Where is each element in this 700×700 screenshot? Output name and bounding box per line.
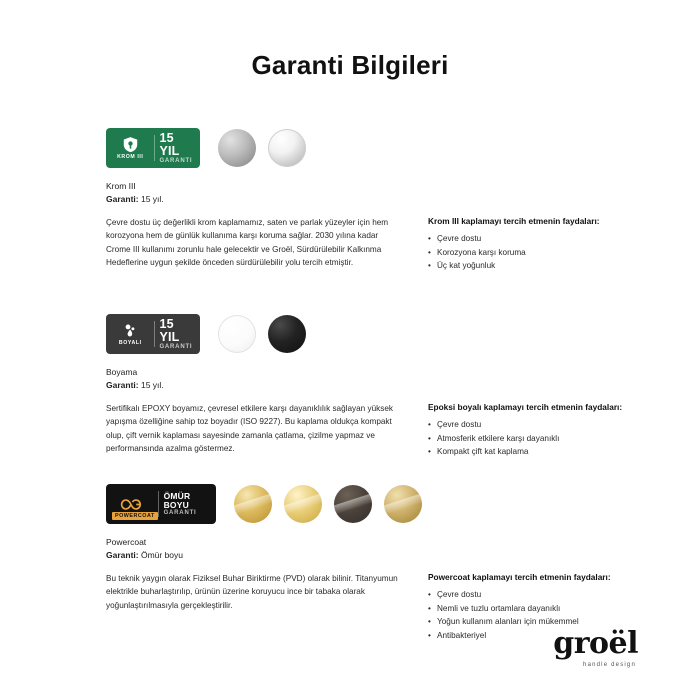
paint-drops-icon: [122, 322, 139, 339]
item-warranty-value: 15 yıl.: [140, 194, 164, 205]
item-warranty-value: 15 yıl.: [140, 380, 164, 391]
list-item: • Nemli ve tuzlu ortamlara dayanıklı: [428, 602, 636, 616]
badge-right: [164, 492, 210, 516]
list-item: • Çevre dostu: [428, 232, 636, 246]
badge-divider: [154, 321, 155, 347]
list-item: • Yoğun kullanım alanları için mükemmel: [428, 615, 636, 629]
polished-gold-pvd-swatch: [284, 485, 322, 523]
item-warranty-prefix: Garanti:: [106, 194, 139, 205]
swatch-highlight: [384, 494, 423, 514]
item-warranty: [106, 380, 636, 390]
benefits-title: Krom III kaplamayı tercih etmenin faydaları:: [428, 216, 600, 227]
satin-chrome-swatch: [218, 129, 256, 167]
swatch-highlight: [284, 494, 323, 514]
white-paint-swatch: [218, 315, 256, 353]
section-powercoat: [106, 482, 636, 642]
item-warranty: [106, 550, 636, 560]
description-text: Bu teknik yaygın olarak Fiziksel Buhar Biriktirme (PVD) olarak bilinir. Titanyumun elektrikle buharlaştırılıp, ürünün üzerine koruyucu ince bir tabaka olarak yoğunlaştırılmasıyla gerçekleştirilir.: [106, 574, 398, 610]
black-paint-swatch: [268, 315, 306, 353]
swatch-highlight: [234, 494, 273, 514]
badge-right: [159, 132, 194, 164]
list-item: • Çevre dostu: [428, 588, 636, 602]
badge-years: 15 YIL: [159, 317, 180, 344]
description-text: Sertifikalı EPOXY boyamız, çevresel etkilere karşı dayanıklılık sağlayan yüksek yapışma özelliğine sahip toz boyadır (ISO 9227). Bu kaplama oldukça kompakt olup, çift vernik kaplaması sayesinde zamanla çatlama, çizilme yapmaz ve performansında azalma göstermez.: [106, 404, 393, 453]
swatch-group: [218, 315, 306, 353]
badge-right: [159, 318, 194, 350]
badge-left: [112, 497, 155, 519]
item-warranty: [106, 194, 636, 204]
warranty-badge-krom-iii: [106, 128, 200, 168]
badge-sub-label: BOYALI: [118, 339, 142, 346]
badge-left: [112, 136, 149, 160]
gold-pvd-swatch: [234, 485, 272, 523]
brand-logo: [553, 626, 638, 668]
list-item: • Çevre dostu: [428, 418, 636, 432]
badge-years: ÖMÜR BOYU: [163, 491, 191, 510]
list-item: • Atmosferik etkilere karşı dayanıklı: [428, 432, 636, 446]
benefits-block: [398, 402, 636, 459]
item-warranty-value: Ömür boyu: [140, 550, 184, 561]
list-item: • Antibakteriyel: [428, 629, 636, 643]
list-item: • Korozyona karşı koruma: [428, 246, 636, 260]
logo-tagline: handle design: [583, 662, 636, 668]
item-name: Boyama: [106, 367, 138, 377]
page-title: Garanti Bilgileri: [251, 50, 449, 80]
benefits-title: Epoksi boyalı kaplamayı tercih etmenin faydaları:: [428, 402, 623, 413]
shield-krom-icon: [122, 136, 139, 153]
section-krom-iii: [106, 126, 636, 273]
bronze-pvd-swatch: [334, 485, 372, 523]
badge-sub-label: KROM III: [117, 153, 144, 160]
item-name: Krom III: [106, 181, 136, 191]
item-warranty-prefix: Garanti:: [106, 550, 139, 561]
badge-left: [112, 322, 149, 346]
badge-row: [106, 312, 636, 356]
badge-warranty-label: GARANTI: [159, 344, 193, 350]
badge-row: [106, 482, 636, 526]
list-item: • Üç kat yoğunluk: [428, 259, 636, 273]
content-columns: [106, 216, 636, 273]
badge-years: 15 YIL: [159, 131, 180, 158]
item-name: Powercoat: [106, 537, 147, 547]
swatch-group: [234, 485, 422, 523]
item-warranty-prefix: Garanti:: [106, 380, 139, 391]
benefits-title: Powercoat kaplamayı tercih etmenin faydaları:: [428, 572, 611, 583]
infinity-powercoat-icon: [119, 497, 145, 512]
content-columns: [106, 402, 636, 459]
warranty-badge-boyama: [106, 314, 200, 354]
badge-warranty-label: GARANTI: [159, 158, 193, 164]
badge-warranty-label: GARANTI: [163, 510, 197, 516]
badge-divider: [154, 135, 155, 161]
swatch-group: [218, 129, 306, 167]
badge-sub-label: POWERCOAT: [112, 512, 158, 520]
badge-divider: [158, 491, 159, 517]
list-item: • Kompakt çift kat kaplama: [428, 445, 636, 459]
logo-wordmark: groël: [553, 626, 638, 661]
swatch-highlight: [334, 494, 373, 514]
benefits-list: [428, 232, 636, 273]
benefits-block: [398, 216, 636, 273]
section-boyama: [106, 312, 636, 459]
benefits-list: [428, 418, 636, 459]
brass-pvd-swatch: [384, 485, 422, 523]
warranty-badge-powercoat: [106, 484, 216, 524]
bright-chrome-swatch: [268, 129, 306, 167]
badge-row: [106, 126, 636, 170]
description-text: Çevre dostu üç değerlikli krom kaplamamız, saten ve parlak yüzeyler için hem korozyona hem de günlük kullanıma karşı koruma sağlar. 2030 yılına kadar Crome III kullanımı zorunlu hale gelecektir ve Groël, Sürdürülebilir Kalkınma Hedeflerine uygun şekilde önceden sürdürülebilir yolu tercih etmiştir.: [106, 218, 389, 267]
